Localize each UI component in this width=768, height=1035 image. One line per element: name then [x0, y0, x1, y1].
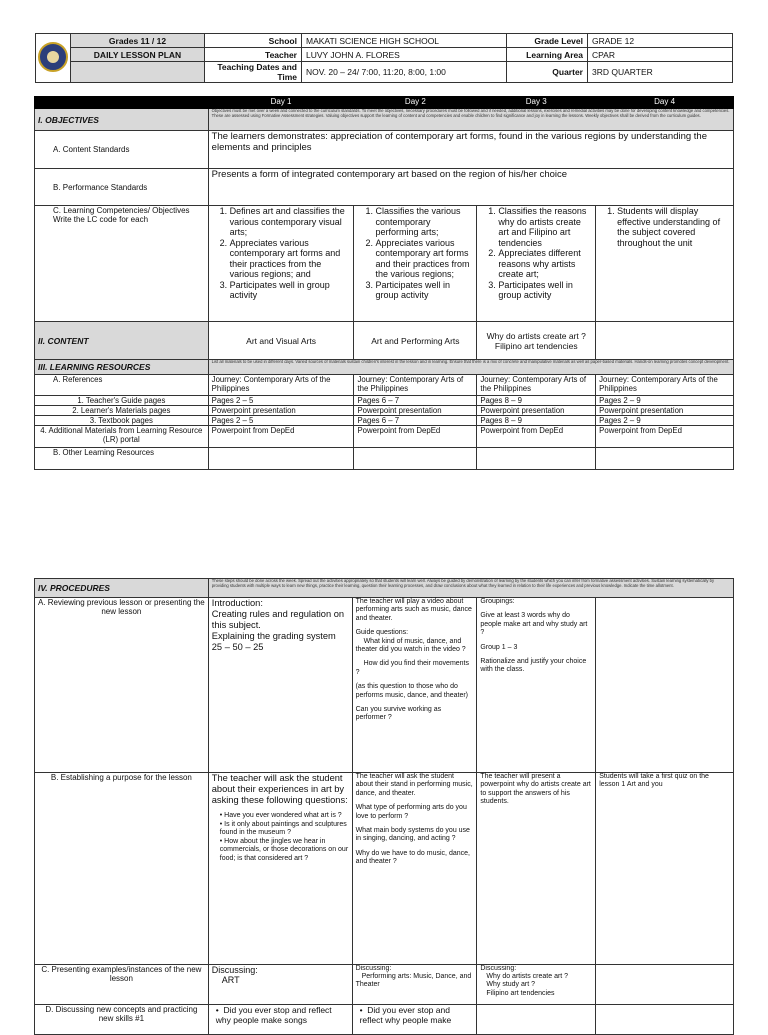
reviewing-day1: Introduction: Creating rules and regulation on this subject. Explaining the grading system 25 – 50 – 25 [208, 598, 352, 773]
dates-value: NOV. 20 – 24/ 7:00, 11:20, 8:00, 1:00 [302, 62, 507, 83]
objectives-heading: I. OBJECTIVES [35, 109, 209, 131]
examples-day1: Discussing: ART [208, 965, 352, 1005]
plan-label: DAILY LESSON PLAN [71, 48, 205, 62]
school-value: MAKATI SCIENCE HIGH SCHOOL [302, 34, 507, 48]
purpose-day1: The teacher will ask the student about their experiences in art by asking these following questions: • Have you ever wondered what art is ? • Is it only about paintings and sculptures found in the museum ? • How about the jingles we hear in commercials, or those decorations on our food; is that considered art ? [208, 773, 352, 965]
content-day3: Why do artists create art ? Filipino art tendencies [477, 322, 596, 360]
examples-day2: Discussing: Performing arts: Music, Dance, and Theater [352, 965, 477, 1005]
textbook-label: 3. Textbook pages [35, 416, 209, 426]
school-label: School [205, 34, 302, 48]
header-table [35, 33, 733, 83]
reviewing-day3: Groupings: Give at least 3 words why do people make art and why study art ? Group 1 – 3 Rationalize and justify your choice with the class. [477, 598, 596, 773]
seal-icon [38, 42, 68, 72]
lc-day4: 1. Students will display effective understanding of the subject covered throughout the unit [596, 206, 734, 322]
lc-day1: 1. Defines art and classifies the various contemporary visual arts; 2. Appreciates various contemporary art forms and their practices from the various regions; and 3. Participates well in group activity [208, 206, 354, 322]
lc-day3: 1. Classifies the reasons why do artists create art and Filipino art tendencies 2. Appreciates different reasons why artists create art; 3. Participates well in group activity [477, 206, 596, 322]
content-day2: Art and Performing Arts [354, 322, 477, 360]
learners-materials-label: 2. Learner's Materials pages [35, 406, 209, 416]
content-standards-label: A. Content Standards [35, 131, 209, 169]
purpose-day2: The teacher will ask the student about their stand in performing music, dance, and theater. What type of performing arts do you love to perform ? What main body systems do you use in singing, dancing, and acting ? Why do we have to do music, dance, and theater ? [352, 773, 477, 965]
quarter-value: 3RD QUARTER [588, 62, 733, 83]
day-header: Day 4 [596, 97, 734, 109]
reviewing-label: A. Reviewing previous lesson or presenting the new lesson [35, 598, 209, 773]
procedures-heading: IV. PROCEDURES [35, 579, 209, 598]
examples-day3: Discussing: Why do artists create art ? Why study art ? Filipino art tendencies [477, 965, 596, 1005]
purpose-day4: Students will take a first quiz on the lesson 1 Art and you [596, 773, 734, 965]
discussing-day1: • Did you ever stop and reflect why people make songs [208, 1005, 352, 1035]
procedures-note: These steps should be done across the week. Spread out the activities appropriately so that students will learn well. Always be guided by demonstration of learning by the students which you can infer from formative assessment activities. Sustain learning systematically by providing students with multiple ways to learn new things, practice their learning, question their learning processes, and draw conclusions about what they learned in relation to their life experiences and previous knowledge. Indicate the time allotment. [208, 579, 733, 598]
purpose-label: B. Establishing a purpose for the lesson [35, 773, 209, 965]
resources-heading: III. LEARNING RESOURCES [35, 360, 209, 375]
content-day1: Art and Visual Arts [208, 322, 354, 360]
objectives-note: Objectives must be met over a week and connected to the curriculum standards. To meet the objectives, necessary procedures must be followed and if needed, additional lessons, exercises and remedial activities may be done for developing content knowledge and competencies. These are assessed using Formative Assessment strategies. Valuing objectives support the learning of content and competencies and enable children to find significance and joy in learning the lessons. Weekly objectives shall be derived from the curriculum guides. [208, 109, 733, 131]
resources-note: List all materials to be used in different days. Varied sources of materials sustain children's interest in the lesson and in learning. Ensure that there is a mix of concrete and manipulative materials as well as paper-based materials. Hands-on learning promotes concept development. [208, 360, 733, 375]
reviewing-day2: The teacher will play a video about performing arts such as music, dance and theater. Guide questions: What kind of music, dance, and theater did you watch in the video ? How did you find their movements ? (as this question to those who do performs music, dance, and theater) Can you survive working as performer ? [352, 598, 477, 773]
references-label: A. References [35, 375, 209, 396]
learning-area-label: Learning Area [507, 48, 588, 62]
teacher-value: LUVY JOHN A. FLORES [302, 48, 507, 62]
day-header: Day 1 [208, 97, 354, 109]
purpose-day3: The teacher will present a powerpoint why do artists create art to support the answers of his students. [477, 773, 596, 965]
learning-competencies-label: C. Learning Competencies/ Objectives Write the LC code for each [35, 206, 209, 322]
dates-label: Teaching Dates and Time [205, 62, 302, 83]
examples-label: C. Presenting examples/instances of the new lesson [35, 965, 209, 1005]
day-header: Day 3 [477, 97, 596, 109]
day-header: Day 2 [354, 97, 477, 109]
teacher-label: Teacher [205, 48, 302, 62]
procedures-table [34, 578, 734, 1035]
teachers-guide-label: 1. Teacher's Guide pages [35, 396, 209, 406]
performance-standards-label: B. Performance Standards [35, 169, 209, 206]
other-resources-label: B. Other Learning Resources [35, 448, 209, 470]
learning-area-value: CPAR [588, 48, 733, 62]
additional-materials-label: 4. Additional Materials from Learning Resource (LR) portal [35, 426, 209, 448]
content-standards-value: The learners demonstrates: appreciation of contemporary art forms, found in the various regions by understanding the elements and principles [208, 131, 733, 169]
discussing-day2: • Did you ever stop and reflect why people make [352, 1005, 477, 1035]
quarter-label: Quarter [507, 62, 588, 83]
discussing-label: D. Discussing new concepts and practicing new skills #1 [35, 1005, 209, 1035]
lc-day2: 1. Classifies the various contemporary performing arts; 2. Appreciates various contemporary art forms and their practices from the various regions; 3. Participates well in group activity [354, 206, 477, 322]
grades-label: Grades 11 / 12 [71, 34, 205, 48]
grade-level-label: Grade Level [507, 34, 588, 48]
content-heading: II. CONTENT [35, 322, 209, 360]
objectives-table: Day 1 Day 2 Day 3 Day 4 I. OBJECTIVES Objectives must be met over a week and connected to the curriculum standards. To meet the objectives, necessary procedures must be followed and if needed, additional lessons, exercises and remedial activities may be done for developing content knowledge and competencies. These are assessed using Formative Assessment strategies. Valuing objectives support the learning of content and competencies and enable children to find significance and joy in learning the lessons. Weekly objectives shall be derived from the curriculum guides. A. Content Standards The learners demonstrates: appreciation of contemporary art forms, found in the various regions by understanding the elements and principles B. Performance Standards Presents a form of integrated contemporary art based on the region of his/her choice C. Learning Competencies/ Objectives Write the LC code for each 1. Defines art and classifies the various contemporary visual arts; 2. Appreciates various contemporary art forms and their practices from the various regions; and 3. Participates well in group activity 1. Classifies the various contemporary performing arts; 2. Appreciates various contemporary art forms and their practices from the various regions; 3. Participates well in group activity 1. Classifies the reasons why do artists create art and Filipino art tendencies 2. Appreciates different reasons why artists create art; 3. Participates well in group activity 1. Students will display effective understanding of the subject covered throughout the unit II. CONTENT Art and Visual Arts Art and Performing Arts Why do artists create art ? Filipino art tendencies III. LEARNING RESOURCES List all materials to be used in different days. Varied sources of materials sustain children's interest in the lesson and in learning. Ensure that there is a mix of concrete and manipulative materials as well as paper-based materials. Hands-on learning promotes concept development. A. References Journey: Contemporary Arts of the Philippines Journey: Contemporary Arts of the Philippines Journey: Contemporary Arts of the Philippines Journey: Contemporary Arts of the Philippines 1. Teacher's Guide pages Pages 2 – 5 Pages 6 – 7 Pages 8 – 9 Pages 2 – 9 2. Learner's Materials pages Powerpoint presentation Powerpoint presentation Powerpoint presentation Powerpoint presentation 3. Textbook pages Pages 2 – 5 Pages 6 – 7 Pages 8 – 9 Pages 2 – 9 4. Additional Materials from Learning Resource (LR) portal Powerpoint from DepEd Powerpoint from DepEd Powerpoint from DepEd Powerpoint from DepEd B. Other Learning Resources [34, 96, 734, 470]
performance-standards-value: Presents a form of integrated contemporary art based on the region of his/her choice [208, 169, 733, 206]
grade-level-value: GRADE 12 [588, 34, 733, 48]
deped-seal [36, 34, 71, 83]
